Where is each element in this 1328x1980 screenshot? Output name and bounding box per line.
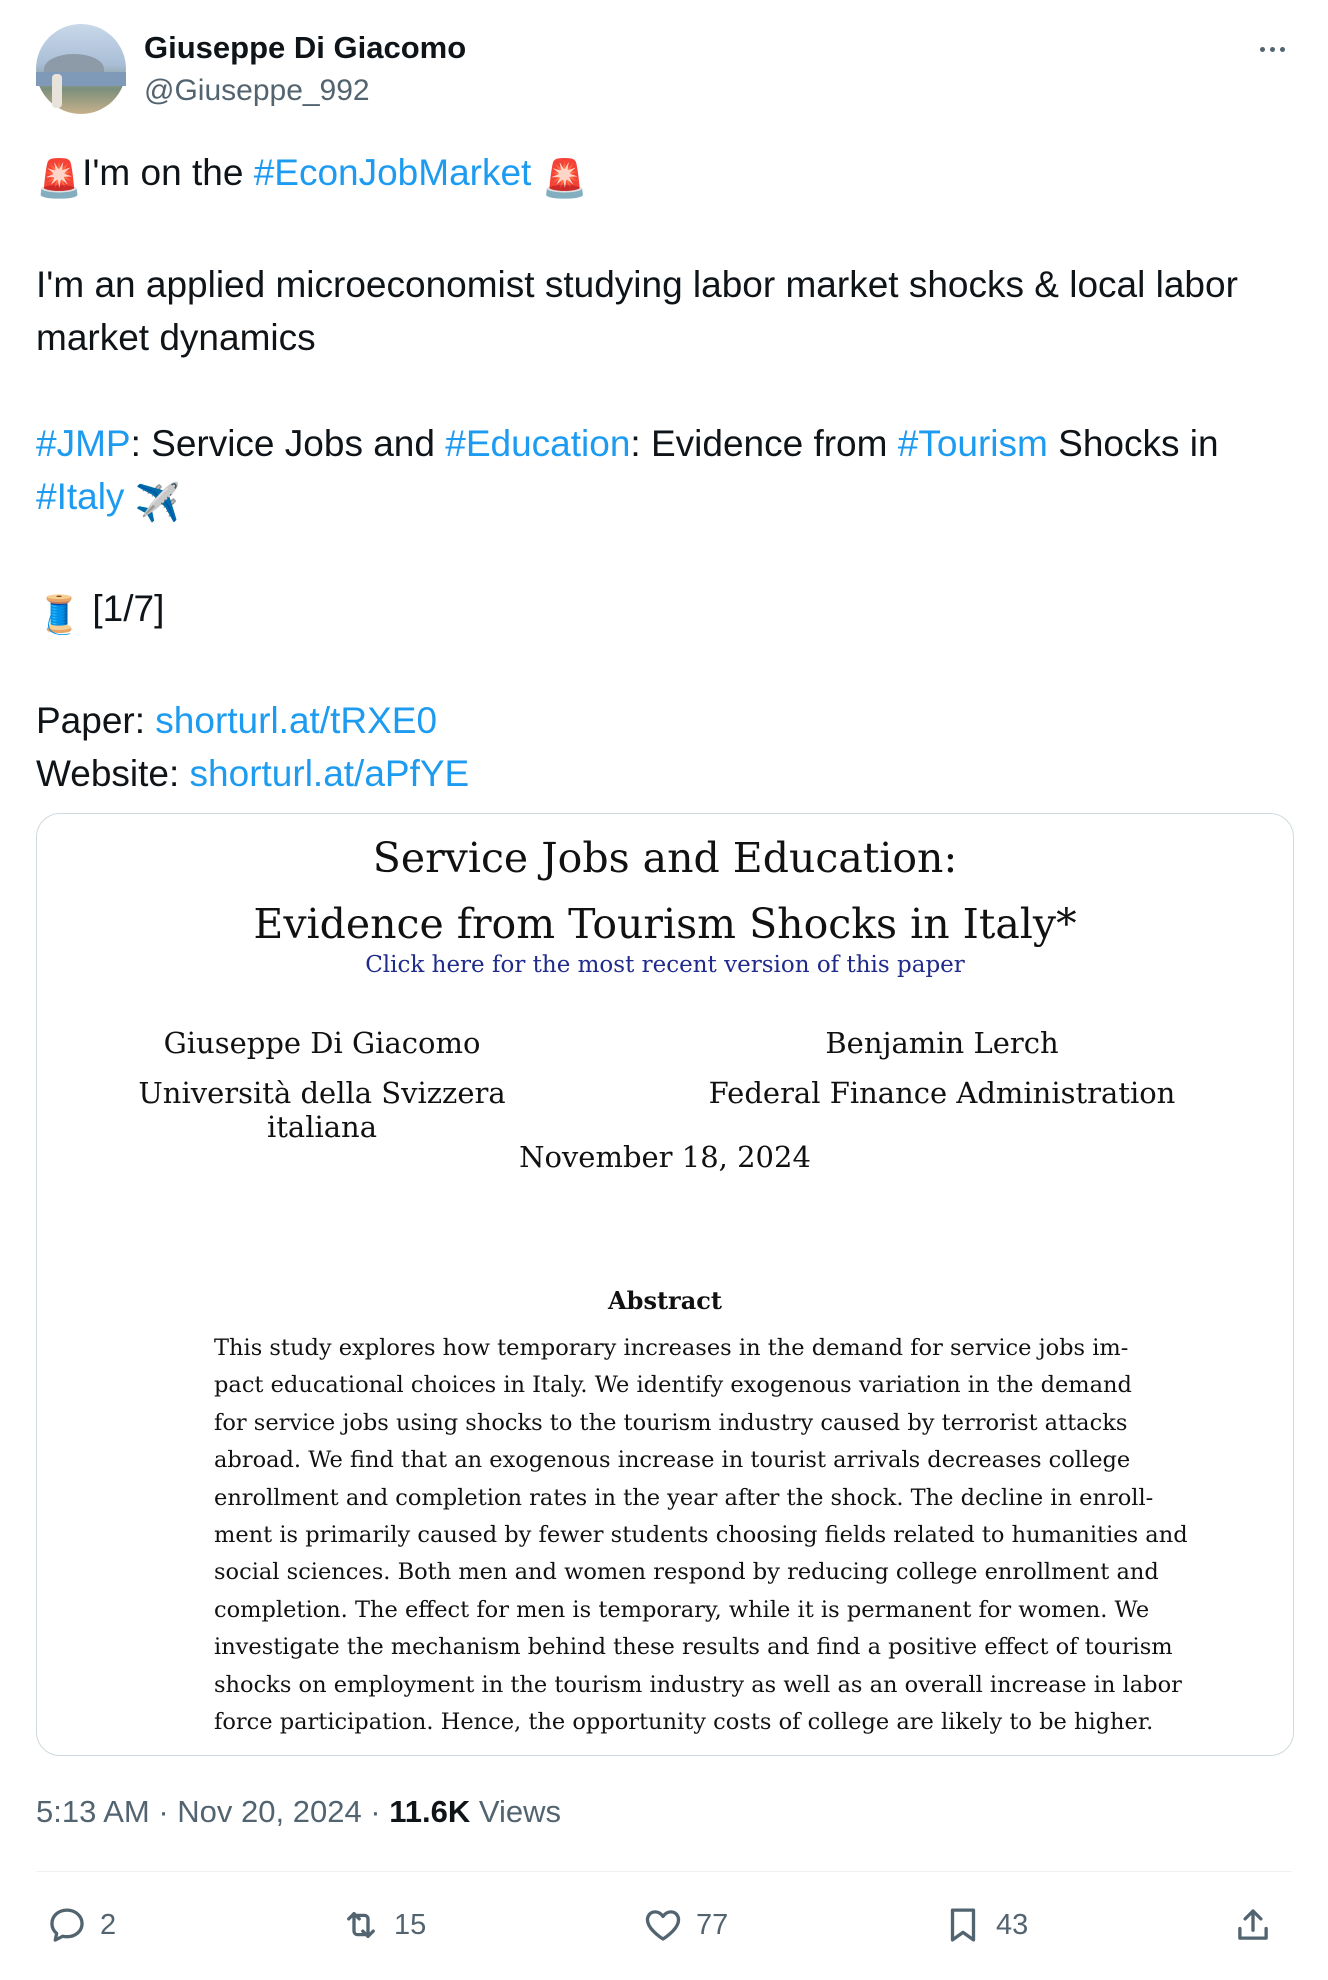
airplane-emoji-icon: ✈️ — [134, 482, 181, 523]
author1-affiliation: Università della Svizzera italiana — [138, 1076, 506, 1144]
share-icon — [1232, 1904, 1274, 1946]
siren-emoji-icon: 🚨 — [541, 158, 588, 199]
author2-name: Benjamin Lerch — [825, 1026, 1059, 1060]
author-handle[interactable]: @Giuseppe_992 — [144, 74, 370, 107]
abstract-line: pact educational choices in Italy. We identify exogenous variation in the demand — [214, 1372, 1132, 1399]
avatar[interactable] — [36, 24, 126, 114]
tweet-meta — [36, 1794, 561, 1830]
tweet-line-job-market — [36, 146, 1286, 205]
text-segment: Shocks in — [1047, 423, 1219, 464]
hashtag-education[interactable]: #Education — [445, 423, 631, 464]
author2-affiliation: Federal Finance Administration — [708, 1076, 1176, 1110]
abstract-line: enrollment and completion rates in the year after the shock. The decline in enroll- — [214, 1484, 1154, 1511]
thread-emoji-icon: 🧵 — [36, 594, 83, 635]
text-segment: : Service Jobs and — [130, 423, 446, 464]
hashtag-jmp[interactable]: #JMP — [36, 423, 131, 464]
tweet-line-thread — [36, 582, 1286, 641]
hashtag-tourism[interactable]: #Tourism — [897, 423, 1048, 464]
tweet-text — [36, 146, 1286, 800]
abstract-line: shocks on employment in the tourism industry as well as an overall increase in labor — [214, 1671, 1182, 1698]
heart-icon — [642, 1904, 684, 1946]
tweet-line-paper — [36, 694, 1286, 747]
retweet-count: 15 — [394, 1908, 427, 1941]
author-name[interactable]: Giuseppe Di Giacomo — [144, 30, 467, 65]
reply-button[interactable] — [46, 1890, 116, 1960]
attached-image-card[interactable] — [36, 813, 1294, 1756]
abstract-heading: Abstract — [608, 1286, 722, 1315]
abstract-line: ment is primarily caused by fewer students choosing fields related to humanities and — [214, 1521, 1188, 1548]
like-count: 77 — [696, 1908, 729, 1941]
abstract-line: social sciences. Both men and women respond by reducing college enrollment and — [214, 1559, 1159, 1586]
bookmark-icon — [942, 1904, 984, 1946]
paper-date: November 18, 2024 — [519, 1140, 811, 1174]
abstract-line: force participation. Hence, the opportunity costs of college are likely to be higher. — [214, 1708, 1154, 1735]
retweet-icon — [340, 1904, 382, 1946]
paper-label: Paper: — [36, 700, 156, 741]
divider — [36, 1871, 1292, 1872]
bookmark-count: 43 — [996, 1908, 1029, 1941]
text-segment: : Evidence from — [630, 423, 898, 464]
tweet-line-intro: I'm an applied microeconomist studying labor market shocks & local labor market dynamics — [36, 264, 1238, 358]
reply-count: 2 — [100, 1908, 117, 1941]
hashtag-italy[interactable]: #Italy — [36, 476, 125, 517]
action-bar — [36, 1890, 1292, 1960]
paper-title-line-2: Evidence from Tourism Shocks in Italy* — [253, 900, 1077, 948]
abstract-line: investigate the mechanism behind these results and find a positive effect of tourism — [214, 1634, 1173, 1661]
like-button[interactable] — [642, 1890, 728, 1960]
tweet-header — [36, 24, 1292, 120]
paper-link[interactable]: shorturl.at/tRXE0 — [155, 700, 438, 741]
paper-title-line-1: Service Jobs and Education: — [372, 834, 958, 882]
author1-name: Giuseppe Di Giacomo — [163, 1026, 481, 1060]
reply-icon — [46, 1904, 88, 1946]
tweet-line-website — [36, 747, 1286, 800]
views-label: Views — [470, 1794, 562, 1829]
abstract-line: completion. The effect for men is temporary, while it is permanent for women. We — [214, 1596, 1150, 1623]
website-link[interactable]: shorturl.at/aPfYE — [189, 753, 470, 794]
abstract-line: abroad. We find that an exogenous increase in tourist arrivals decreases college — [214, 1447, 1131, 1474]
website-label: Website: — [36, 753, 190, 794]
siren-emoji-icon: 🚨 — [36, 158, 83, 199]
text-segment: I'm on the — [82, 152, 254, 193]
abstract-line: for service jobs using shocks to the tourism industry caused by terrorist attacks — [214, 1409, 1128, 1436]
tweet-line-jmp — [36, 417, 1286, 529]
paper-version-link: Click here for the most recent version of this paper — [365, 952, 965, 978]
hashtag-econjobmarket[interactable]: #EconJobMarket — [253, 152, 532, 193]
retweet-button[interactable] — [340, 1890, 426, 1960]
more-options-icon[interactable] — [1252, 34, 1292, 64]
bookmark-button[interactable] — [942, 1890, 1028, 1960]
abstract-text — [214, 1330, 1188, 1741]
share-button[interactable] — [1232, 1890, 1274, 1960]
views-count: 11.6K — [389, 1794, 471, 1829]
tweet-timestamp[interactable]: 5:13 AM · Nov 20, 2024 · — [36, 1794, 390, 1829]
abstract-line: This study explores how temporary increases in the demand for service jobs im- — [214, 1335, 1129, 1361]
thread-count: [1/7] — [92, 588, 165, 629]
